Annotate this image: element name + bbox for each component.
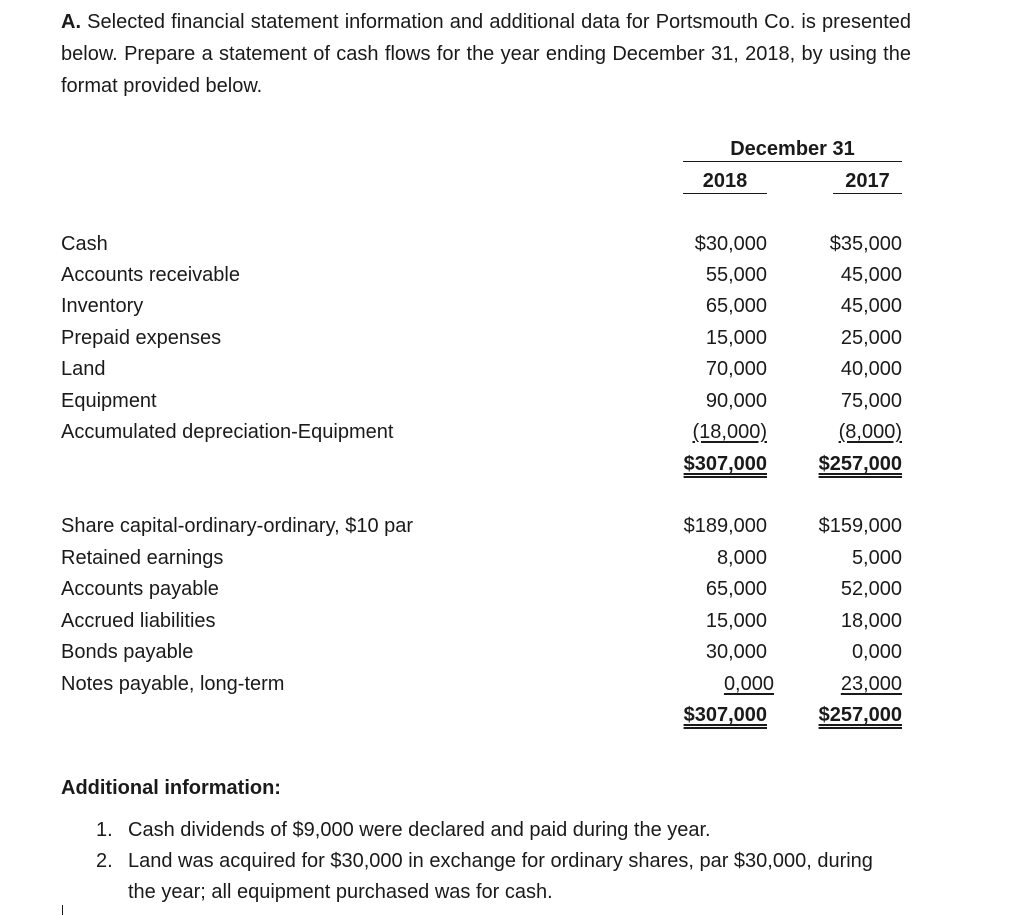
value-2018: 15,000 xyxy=(705,327,767,349)
row-label: Bonds payable xyxy=(61,641,194,663)
table-row xyxy=(0,511,1024,541)
value-2018: 70,000 xyxy=(705,358,767,380)
total-2018: $307,000 xyxy=(683,453,767,475)
row-label: Accumulated depreciation-Equipment xyxy=(61,421,394,443)
value-2017: 45,000 xyxy=(840,264,902,286)
row-label: Cash xyxy=(61,233,108,255)
value-2018: $189,000 xyxy=(683,515,767,537)
value-2017: $35,000 xyxy=(829,233,902,255)
value-2017: (8,000) xyxy=(838,421,902,443)
total-2018: $307,000 xyxy=(683,704,767,726)
list-number: 1. xyxy=(96,819,113,841)
row-label: Retained earnings xyxy=(61,547,224,569)
intro-paragraph xyxy=(61,6,911,102)
additional-info-heading: Additional information: xyxy=(61,777,281,799)
value-2017: 18,000 xyxy=(840,610,902,632)
list-item xyxy=(96,846,906,908)
table-row xyxy=(0,386,1024,416)
value-2017: 40,000 xyxy=(840,358,902,380)
total-2017: $257,000 xyxy=(818,453,902,475)
table-row xyxy=(0,669,1024,699)
table-row xyxy=(0,323,1024,353)
value-2018: 0,000 xyxy=(723,673,774,695)
table-row xyxy=(0,354,1024,384)
value-2018: 30,000 xyxy=(705,641,767,663)
table-row xyxy=(0,606,1024,636)
value-2018: 55,000 xyxy=(705,264,767,286)
intro-text: Selected financial statement information and additional data for Portsmouth Co. is presented below. Prepare a statement of cash flows for the year ending December 31, 2018, by using the format provided below. xyxy=(61,11,911,97)
additional-info-list xyxy=(96,815,906,908)
value-2017: 0,000 xyxy=(851,641,902,663)
table-row xyxy=(0,229,1024,259)
value-2017: 5,000 xyxy=(851,547,902,569)
value-2018: 15,000 xyxy=(705,610,767,632)
value-2017: 75,000 xyxy=(840,390,902,412)
list-text: Land was acquired for $30,000 in exchange for ordinary shares, par $30,000, during the year; all equipment purchased was for cash. xyxy=(128,850,873,903)
total-row xyxy=(0,700,1024,730)
table-row xyxy=(0,574,1024,604)
value-2018: 65,000 xyxy=(705,578,767,600)
section-label: A. xyxy=(61,11,81,33)
column-group-header: December 31 xyxy=(683,137,902,162)
table-row xyxy=(0,260,1024,290)
value-2018: $30,000 xyxy=(694,233,767,255)
row-label: Share capital-ordinary-ordinary, $10 par xyxy=(61,515,414,537)
value-2018: 90,000 xyxy=(705,390,767,412)
value-2017: 52,000 xyxy=(840,578,902,600)
list-number: 2. xyxy=(96,850,113,872)
value-2018: (18,000) xyxy=(692,421,767,443)
row-label: Equipment xyxy=(61,390,157,412)
table-row xyxy=(0,637,1024,667)
value-2018: 8,000 xyxy=(716,547,767,569)
row-label: Accounts payable xyxy=(61,578,219,600)
value-2018: 65,000 xyxy=(705,295,767,317)
row-label: Accrued liabilities xyxy=(61,610,216,632)
list-item xyxy=(96,815,906,846)
value-2017: 23,000 xyxy=(840,673,902,695)
table-row xyxy=(0,543,1024,573)
total-2017: $257,000 xyxy=(818,704,902,726)
cursor-mark xyxy=(62,905,63,915)
row-label: Land xyxy=(61,358,106,380)
column-header-2018: 2018 xyxy=(683,169,767,194)
table-row xyxy=(0,417,1024,447)
column-header-2017: 2017 xyxy=(833,169,902,194)
row-label: Notes payable, long-term xyxy=(61,673,285,695)
row-label: Accounts receivable xyxy=(61,264,240,286)
value-2017: 45,000 xyxy=(840,295,902,317)
value-2017: $159,000 xyxy=(818,515,902,537)
table-row xyxy=(0,291,1024,321)
list-text: Cash dividends of $9,000 were declared and paid during the year. xyxy=(128,819,711,841)
row-label: Prepaid expenses xyxy=(61,327,222,349)
value-2017: 25,000 xyxy=(840,327,902,349)
row-label: Inventory xyxy=(61,295,144,317)
total-row xyxy=(0,449,1024,479)
